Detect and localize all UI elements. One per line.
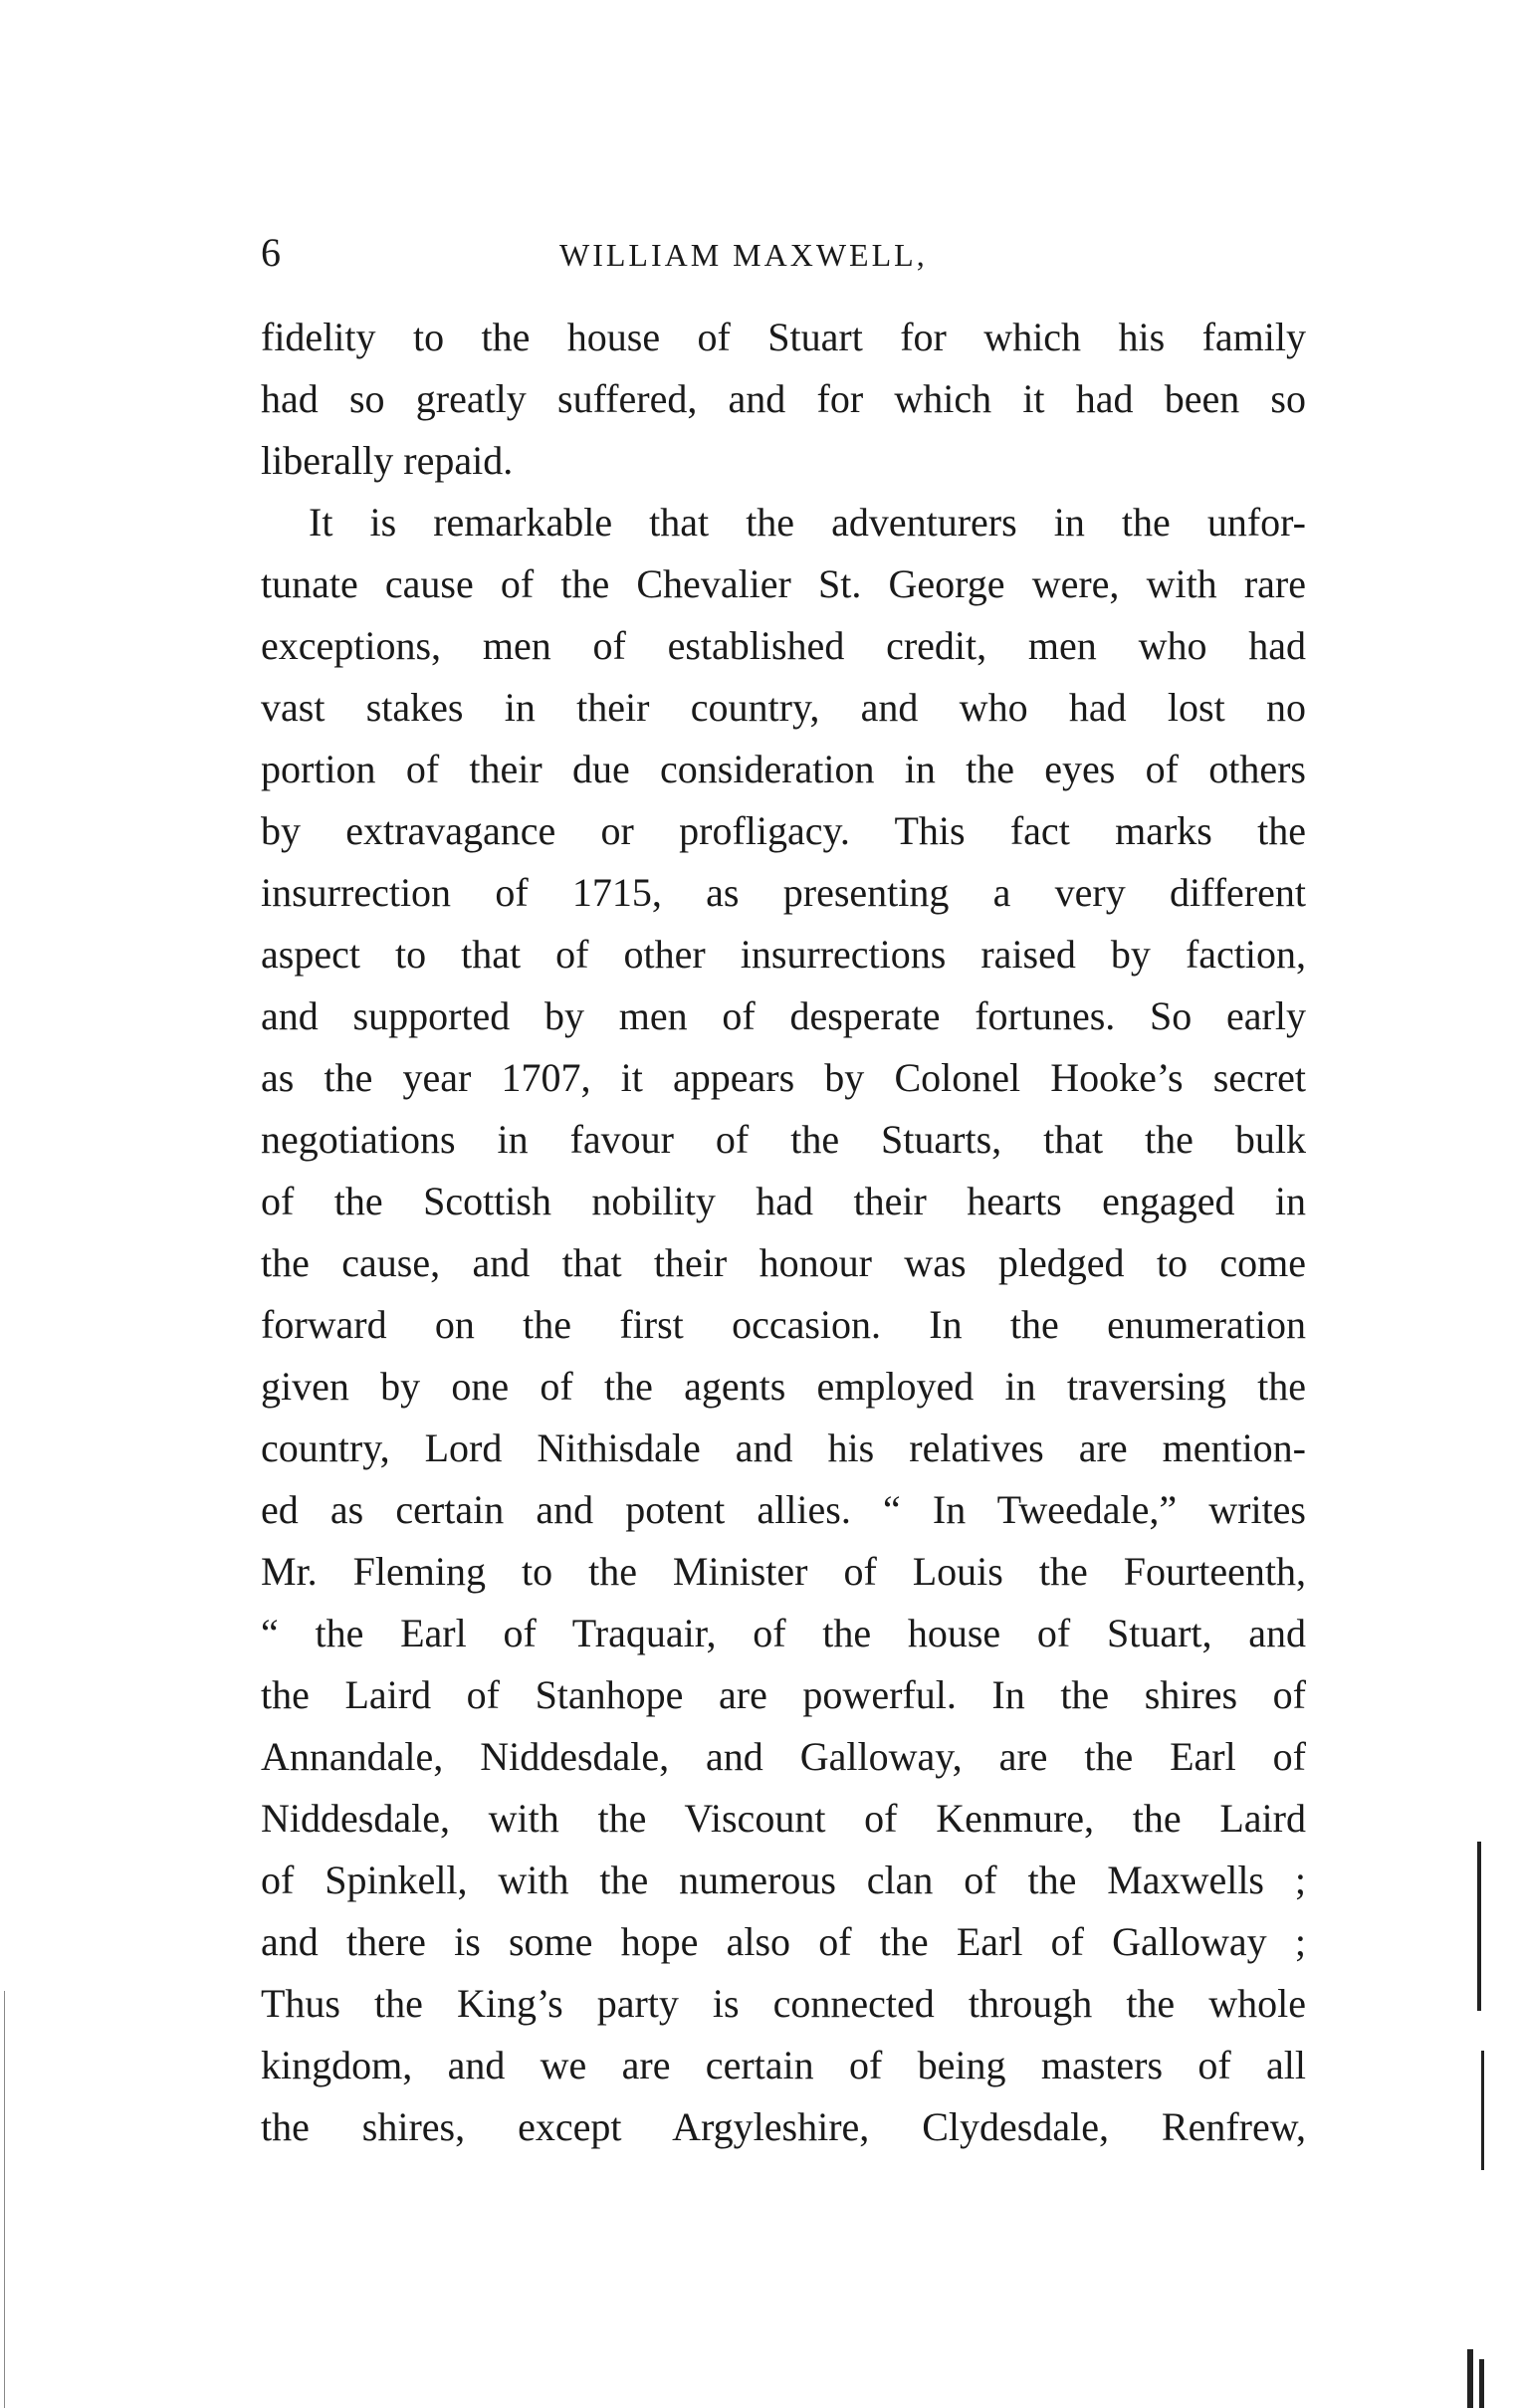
paragraph-1 (261, 307, 1306, 492)
text-line: ed as certain and potent allies. “ In Tweedale,” writes (261, 1487, 1306, 1532)
text-line: country, Lord Nithisdale and his relatives are mention- (261, 1425, 1306, 1470)
text-line: the Laird of Stanhope are powerful. In the shires of (261, 1672, 1306, 1717)
text-line: exceptions, men of established credit, men who had (261, 623, 1306, 668)
text-line: Thus the King’s party is connected through the whole (261, 1981, 1306, 2026)
text-line: insurrection of 1715, as presenting a very different (261, 870, 1306, 915)
scan-mark (1479, 2359, 1484, 2408)
text-line: fidelity to the house of Stuart for which his family (261, 315, 1306, 359)
text-line: given by one of the agents employed in traversing the (261, 1364, 1306, 1409)
text-line: forward on the first occasion. In the enumeration (261, 1302, 1306, 1347)
text-line: and there is some hope also of the Earl of Galloway ; (261, 1919, 1306, 1964)
text-line: vast stakes in their country, and who had lost no (261, 685, 1306, 730)
text-line: the shires, except Argyleshire, Clydesdale, Renfrew, (261, 2104, 1306, 2149)
text-line: had so greatly suffered, and for which it had been so (261, 376, 1306, 421)
text-line: Niddesdale, with the Viscount of Kenmure, the Laird (261, 1796, 1306, 1841)
text-line: portion of their due consideration in the eyes of others (261, 747, 1306, 791)
text-line: aspect to that of other insurrections raised by faction, (261, 932, 1306, 977)
text-line: and supported by men of desperate fortunes. So early (261, 993, 1306, 1038)
text-line: tunate cause of the Chevalier St. George were, with rare (261, 561, 1306, 606)
running-title: WILLIAM MAXWELL, (559, 237, 928, 273)
text-line: liberally repaid. (261, 438, 514, 483)
scan-mark (1477, 1842, 1481, 2011)
text-line: It is remarkable that the adventurers in the unfor- (309, 500, 1306, 545)
text-line: the cause, and that their honour was pledged to come (261, 1240, 1306, 1285)
scan-mark (4, 1991, 5, 2408)
text-line: of Spinkell, with the numerous clan of the Maxwells ; (261, 1858, 1306, 1902)
paragraph-2 (261, 492, 1306, 2158)
text-line: “ the Earl of Traquair, of the house of Stuart, and (261, 1611, 1306, 1655)
text-line: Annandale, Niddesdale, and Galloway, are the Earl of (261, 1734, 1306, 1779)
text-line: by extravagance or profligacy. This fact marks the (261, 808, 1306, 853)
page-number: 6 (261, 230, 281, 275)
scan-mark (1467, 2349, 1473, 2408)
text-line: negotiations in favour of the Stuarts, that the bulk (261, 1117, 1306, 1162)
text-line: as the year 1707, it appears by Colonel Hooke’s secret (261, 1055, 1306, 1100)
body-text (261, 307, 1306, 2158)
running-head (261, 223, 1306, 283)
text-line: kingdom, and we are certain of being masters of all (261, 2043, 1306, 2087)
text-line: of the Scottish nobility had their hearts engaged in (261, 1179, 1306, 1223)
text-line: Mr. Fleming to the Minister of Louis the Fourteenth, (261, 1549, 1306, 1594)
scan-mark (1481, 2051, 1484, 2170)
